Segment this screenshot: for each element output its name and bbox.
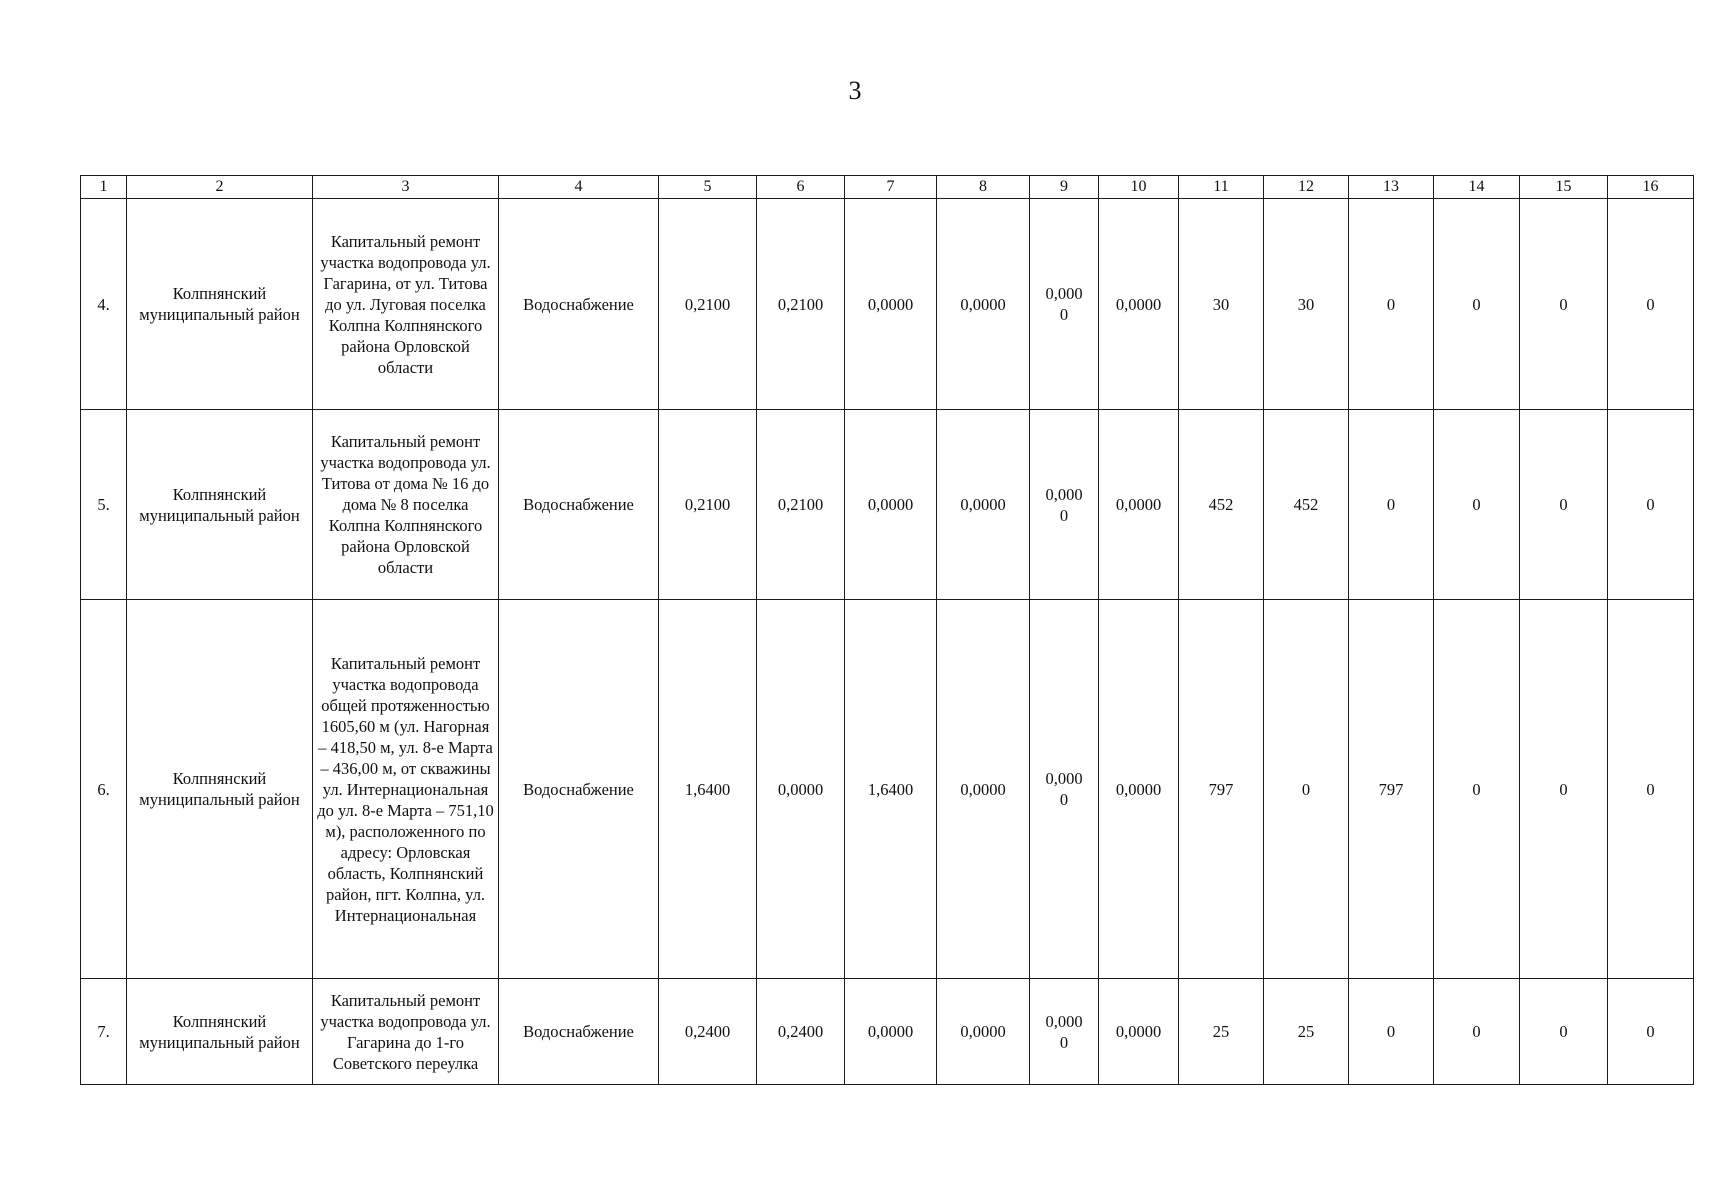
value-cell-10: 0,0000 xyxy=(1099,979,1179,1085)
value-cell-8: 0,0000 xyxy=(937,199,1030,410)
column-header: 14 xyxy=(1434,176,1520,199)
value-cell-15: 0 xyxy=(1520,979,1608,1085)
value-cell-16: 0 xyxy=(1608,199,1694,410)
value-cell-10: 0,0000 xyxy=(1099,199,1179,410)
column-header: 5 xyxy=(659,176,757,199)
value-cell-15: 0 xyxy=(1520,199,1608,410)
value-9-line-2: 0 xyxy=(1059,305,1069,324)
table-row xyxy=(81,600,1694,979)
value-cell-13: 0 xyxy=(1349,979,1434,1085)
district-cell: Колпнянский муниципальный район xyxy=(127,600,313,979)
projects-table xyxy=(80,175,1694,1085)
type-cell: Водоснабжение xyxy=(499,979,659,1085)
header-row xyxy=(81,176,1694,199)
value-cell-8: 0,0000 xyxy=(937,600,1030,979)
value-cell-7: 0,0000 xyxy=(845,410,937,600)
value-cell-6: 0,2400 xyxy=(757,979,845,1085)
value-cell-14: 0 xyxy=(1434,199,1520,410)
value-cell-12: 452 xyxy=(1264,410,1349,600)
value-cell-13: 0 xyxy=(1349,410,1434,600)
type-cell: Водоснабжение xyxy=(499,600,659,979)
value-cell-13: 0 xyxy=(1349,199,1434,410)
column-header: 8 xyxy=(937,176,1030,199)
column-header: 16 xyxy=(1608,176,1694,199)
value-cell-15: 0 xyxy=(1520,600,1608,979)
description-cell: Капитальный ремонт участка водопровода ул. Титова от дома № 16 до дома № 8 поселка Колпна Колпнянского района Орловской области xyxy=(313,410,499,600)
value-cell-16: 0 xyxy=(1608,979,1694,1085)
description-cell: Капитальный ремонт участка водопровода ул. Гагарина, от ул. Титова до ул. Луговая поселка Колпна Колпнянского района Орловской области xyxy=(313,199,499,410)
value-9-line-2: 0 xyxy=(1059,505,1069,525)
value-cell-11: 30 xyxy=(1179,199,1264,410)
value-cell-7: 0,0000 xyxy=(845,199,937,410)
type-cell: Водоснабжение xyxy=(499,199,659,410)
column-header: 4 xyxy=(499,176,659,199)
value-cell-10: 0,0000 xyxy=(1099,600,1179,979)
value-9-line-1: 0,000 xyxy=(1045,484,1083,504)
row-number: 5. xyxy=(81,410,127,600)
value-cell-10: 0,0000 xyxy=(1099,410,1179,600)
value-cell-12: 30 xyxy=(1264,199,1349,410)
value-cell-14: 0 xyxy=(1434,410,1520,600)
value-cell-12: 0 xyxy=(1264,600,1349,979)
column-header: 7 xyxy=(845,176,937,199)
value-cell-16: 0 xyxy=(1608,410,1694,600)
value-cell-11: 452 xyxy=(1179,410,1264,600)
value-cell-14: 0 xyxy=(1434,979,1520,1085)
column-header: 6 xyxy=(757,176,845,199)
column-header: 12 xyxy=(1264,176,1349,199)
value-cell-7: 1,6400 xyxy=(845,600,937,979)
column-header: 13 xyxy=(1349,176,1434,199)
value-9-line-2: 0 xyxy=(1059,1032,1069,1052)
value-cell-9 xyxy=(1030,979,1099,1085)
district-cell: Колпнянский муниципальный район xyxy=(127,979,313,1085)
value-cell-8: 0,0000 xyxy=(937,410,1030,600)
value-cell-9 xyxy=(1030,199,1099,410)
page-number: 3 xyxy=(848,76,862,105)
column-header: 1 xyxy=(81,176,127,199)
value-cell-13: 797 xyxy=(1349,600,1434,979)
value-cell-11: 797 xyxy=(1179,600,1264,979)
value-cell-5: 0,2100 xyxy=(659,410,757,600)
value-9-line-1: 0,000 xyxy=(1045,1011,1083,1031)
value-9-line-1: 0,000 xyxy=(1045,284,1083,303)
value-cell-15: 0 xyxy=(1520,410,1608,600)
column-header: 9 xyxy=(1030,176,1099,199)
value-cell-14: 0 xyxy=(1434,600,1520,979)
district-cell: Колпнянский муниципальный район xyxy=(127,199,313,410)
value-cell-6: 0,2100 xyxy=(757,199,845,410)
value-cell-6: 0,2100 xyxy=(757,410,845,600)
value-cell-5: 0,2400 xyxy=(659,979,757,1085)
value-9-line-1: 0,000 xyxy=(1045,769,1083,788)
table-row xyxy=(81,199,1694,410)
row-number: 4. xyxy=(81,199,127,410)
value-cell-5: 0,2100 xyxy=(659,199,757,410)
value-cell-9 xyxy=(1030,410,1099,600)
column-header: 10 xyxy=(1099,176,1179,199)
value-9-line-2: 0 xyxy=(1059,790,1069,809)
column-header: 2 xyxy=(127,176,313,199)
table-row xyxy=(81,410,1694,600)
value-cell-6: 0,0000 xyxy=(757,600,845,979)
value-cell-9 xyxy=(1030,600,1099,979)
value-cell-16: 0 xyxy=(1608,600,1694,979)
type-cell: Водоснабжение xyxy=(499,410,659,600)
column-header: 15 xyxy=(1520,176,1608,199)
row-number: 7. xyxy=(81,979,127,1085)
value-cell-12: 25 xyxy=(1264,979,1349,1085)
value-cell-11: 25 xyxy=(1179,979,1264,1085)
value-cell-7: 0,0000 xyxy=(845,979,937,1085)
row-number: 6. xyxy=(81,600,127,979)
column-header: 3 xyxy=(313,176,499,199)
value-cell-5: 1,6400 xyxy=(659,600,757,979)
column-header: 11 xyxy=(1179,176,1264,199)
description-cell: Капитальный ремонт участка водопровода общей протяженностью 1605,60 м (ул. Нагорная – 418,50 м, ул. 8-е Марта – 436,00 м, от скважины ул. Интернациональная до ул. 8-е Марта – 751,10 м), расположенного по адресу: Орловская область, Колпнянский район, пгт. Колпна, ул. Интернациональная xyxy=(313,600,499,979)
description-cell: Капитальный ремонт участка водопровода ул. Гагарина до 1-го Советского переулка xyxy=(313,979,499,1085)
value-cell-8: 0,0000 xyxy=(937,979,1030,1085)
table-row xyxy=(81,979,1694,1085)
district-cell: Колпнянский муниципальный район xyxy=(127,410,313,600)
